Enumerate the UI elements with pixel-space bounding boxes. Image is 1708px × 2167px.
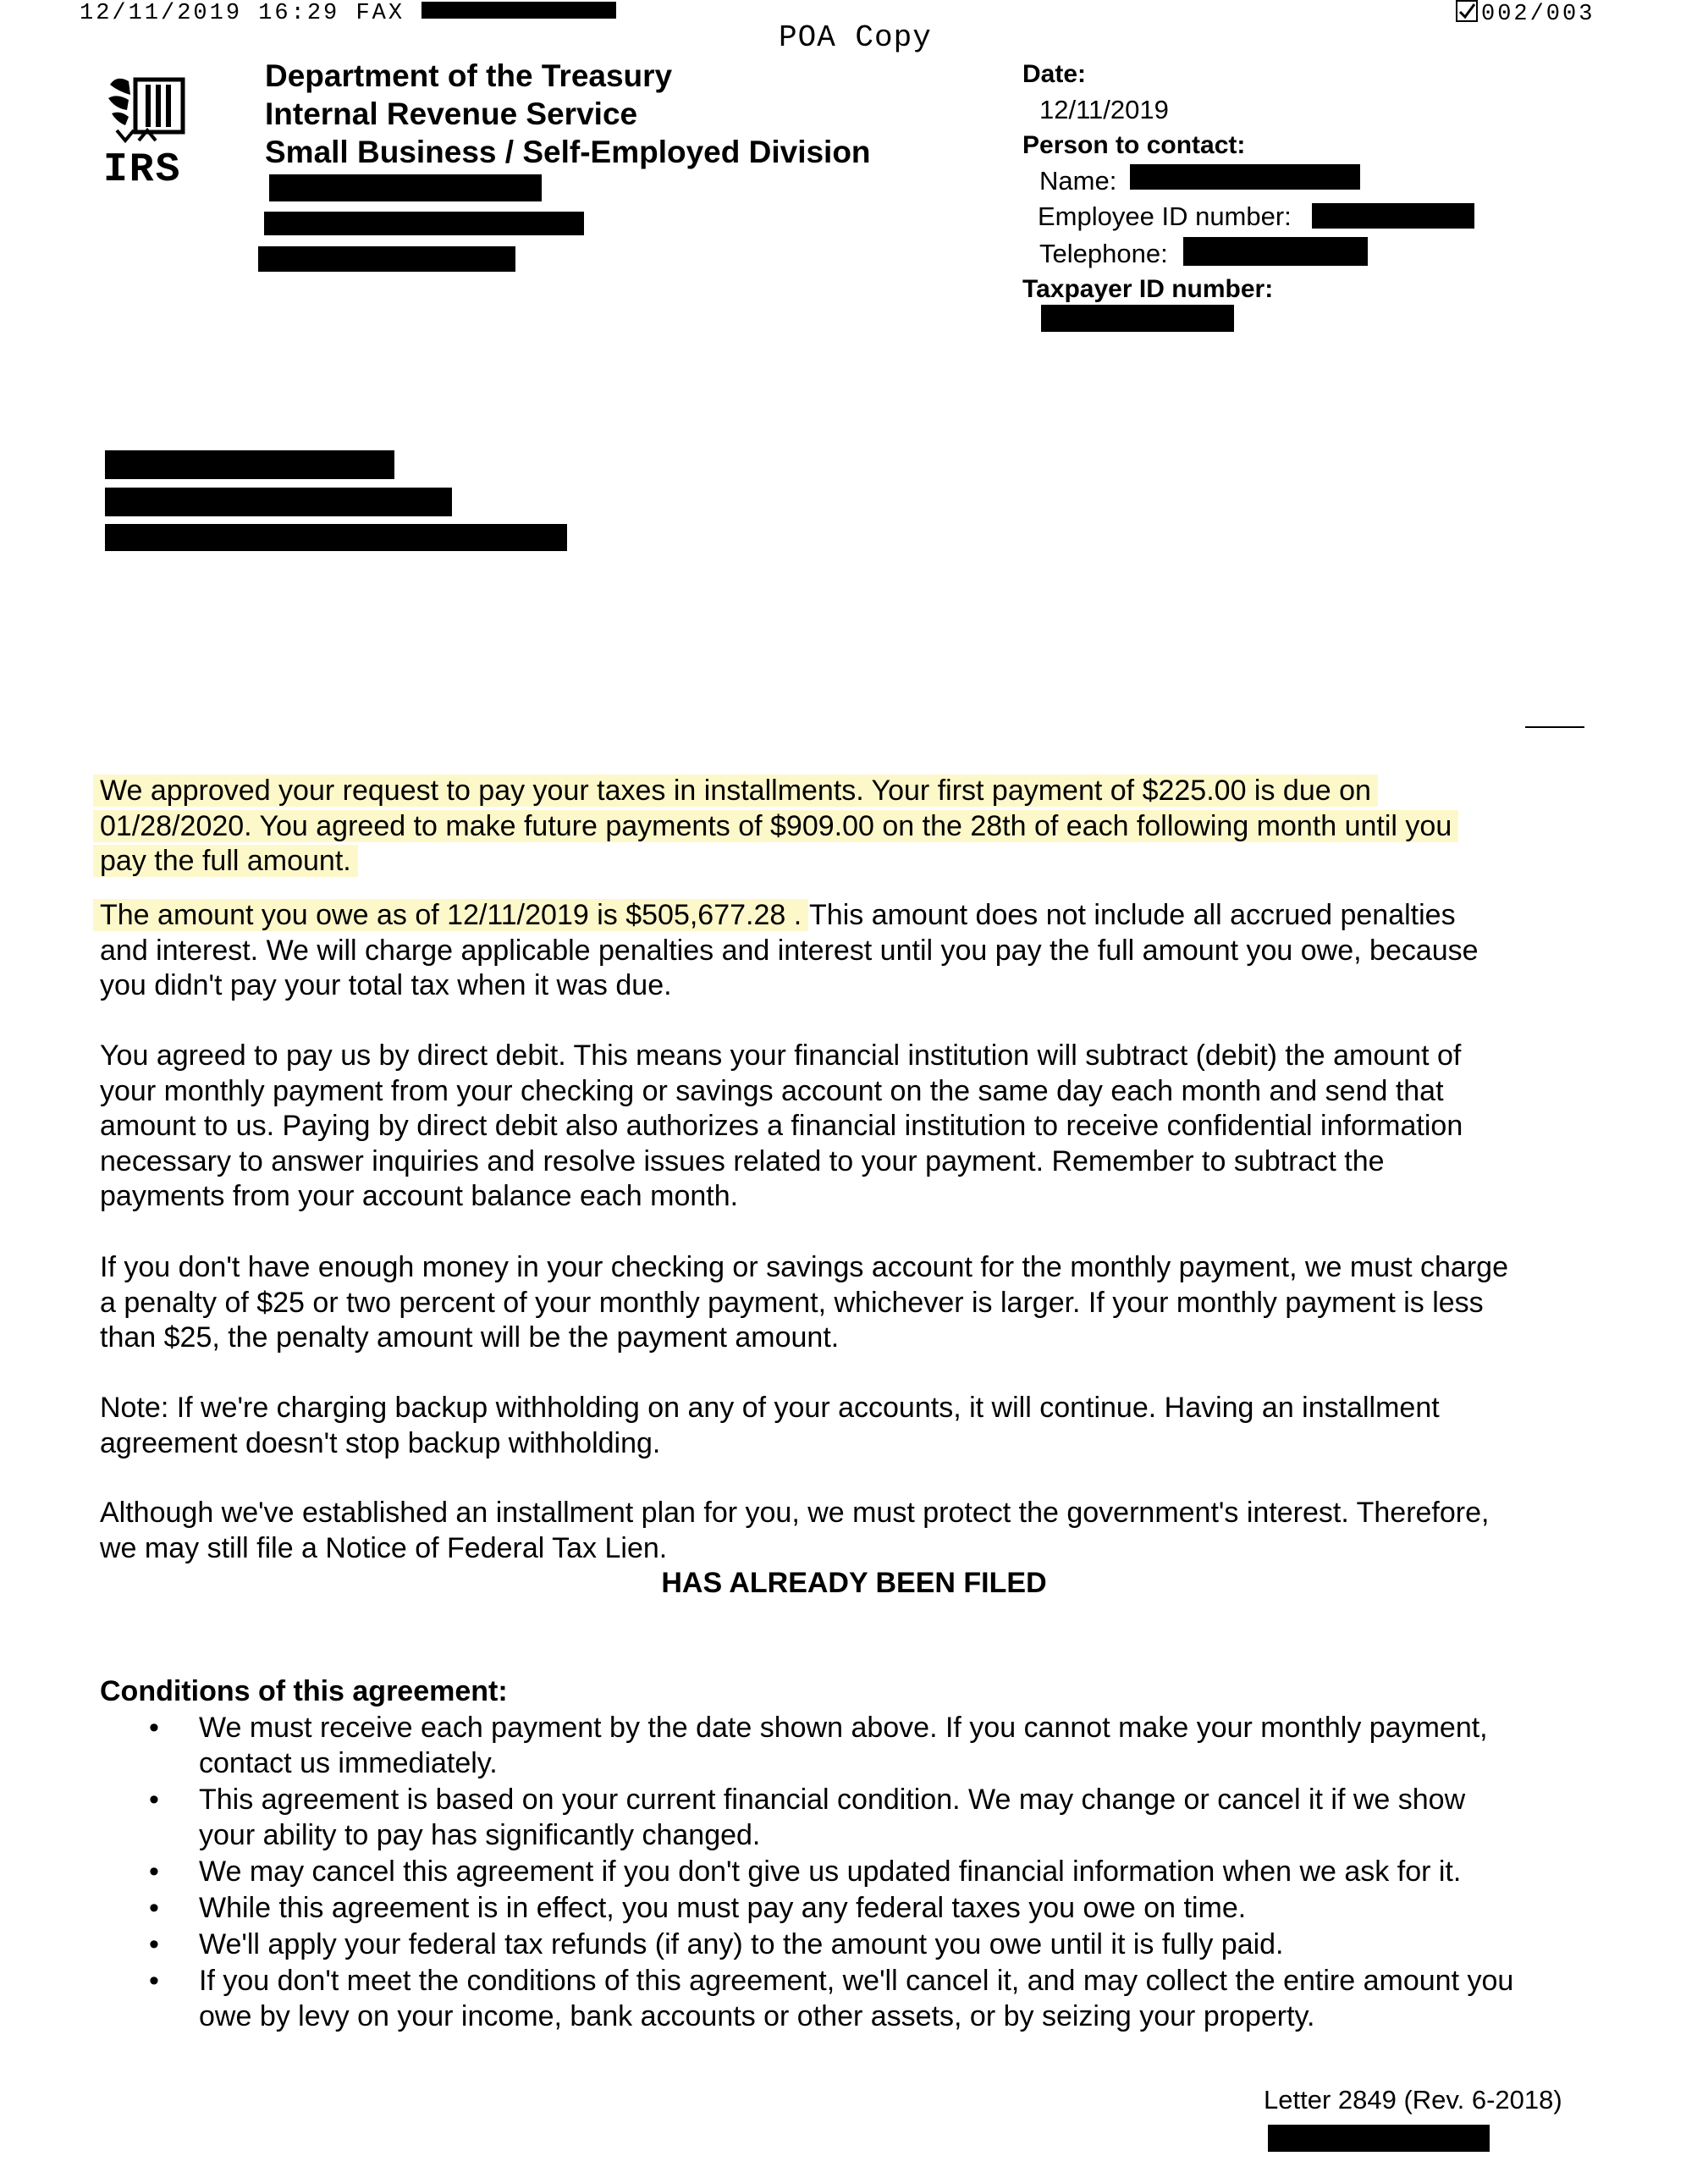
amount-owed-line-2: and interest. We will charge applicable penalties and interest until you pay the full amount you owe, because — [100, 934, 1479, 967]
telephone-label: Telephone: — [1039, 239, 1168, 268]
bullet-icon: • — [149, 1712, 159, 1744]
condition-1-line-1: We must receive each payment by the date shown above. If you cannot make your monthly payment, — [199, 1712, 1488, 1744]
condition-item — [100, 1890, 1623, 1926]
letter-form-number: Letter 2849 (Rev. 6-2018) — [1264, 2085, 1562, 2115]
condition-item — [100, 1710, 1623, 1781]
amount-owed-highlight: The amount you owe as of 12/11/2019 is $505,677.28 . — [100, 899, 802, 931]
approval-line-2: 01/28/2020. You agreed to make future payments of $909.00 on the 28th of each following month until you — [100, 809, 1452, 842]
bullet-icon: • — [149, 1855, 159, 1888]
lien-line-2: we may still file a Notice of Federal Tax Lien. — [100, 1531, 668, 1564]
divider-mark — [1525, 726, 1584, 728]
penalty-line-2: a penalty of $25 or two percent of your monthly payment, whichever is larger. If your monthly payment is less — [100, 1286, 1484, 1319]
lien-filed-note: HAS ALREADY BEEN FILED — [661, 1567, 1047, 1599]
condition-item — [100, 1782, 1623, 1853]
direct-debit-line-5: payments from your account balance each month. — [100, 1180, 739, 1212]
direct-debit-line-2: your monthly payment from your checking or savings account on the same day each month and send that — [100, 1074, 1444, 1107]
lien-line-1: Although we've established an installment plan for you, we must protect the government's interest. Therefore, — [100, 1497, 1490, 1529]
condition-4-line-1: While this agreement is in effect, you must pay any federal taxes you owe on time. — [199, 1892, 1247, 1924]
note-line-2: agreement doesn't stop backup withholding. — [100, 1426, 661, 1459]
condition-item — [100, 1963, 1623, 2034]
redacted-office-address-3 — [258, 246, 515, 272]
approval-line-1: We approved your request to pay your taxes in installments. Your first payment of $225.00 is due on — [100, 775, 1371, 807]
redacted-recipient-name — [105, 450, 394, 479]
redacted-contact-name — [1130, 164, 1360, 190]
amount-owed-line-3: you didn't pay your total tax when it was due. — [100, 969, 672, 1001]
redacted-recipient-address-2 — [105, 524, 567, 551]
amount-owed-paragraph — [100, 898, 1623, 1004]
irs-logo-text: IRS — [103, 147, 182, 193]
fax-datetime: 12/11/2019 16:29 FAX — [80, 1, 405, 26]
condition-3-line-1: We may cancel this agreement if you don't give us updated financial information when we ask for it. — [199, 1855, 1462, 1888]
direct-debit-line-4: necessary to answer inquiries and resolve issues related to your payment. Remember to subtract the — [100, 1144, 1385, 1177]
bullet-icon: • — [149, 1928, 159, 1960]
bullet-icon: • — [149, 1784, 159, 1816]
condition-2-line-1: This agreement is based on your current financial condition. We may change or cancel it if we show — [199, 1784, 1466, 1816]
agency-line-2: Internal Revenue Service — [265, 96, 638, 131]
approval-paragraph — [100, 774, 1623, 879]
penalty-line-1: If you don't have enough money in your checking or savings account for the monthly payment, we must charge — [100, 1251, 1508, 1283]
tax-lien-paragraph — [100, 1496, 1623, 1566]
conditions-heading: Conditions of this agreement: — [100, 1675, 508, 1707]
employee-id-label: Employee ID number: — [1038, 201, 1292, 231]
penalty-line-3: than $25, the penalty amount will be the payment amount. — [100, 1321, 840, 1354]
fax-page-indicator — [1456, 0, 1595, 28]
person-to-contact-label: Person to contact: — [1022, 131, 1246, 159]
bullet-icon: • — [149, 1892, 159, 1924]
condition-item — [100, 1854, 1623, 1889]
condition-1-line-2: contact us immediately. — [199, 1747, 498, 1779]
condition-2-line-2: your ability to pay has significantly changed. — [199, 1819, 761, 1851]
irs-eagle-logo-icon — [102, 69, 195, 146]
condition-6-line-1: If you don't meet the conditions of this agreement, we'll cancel it, and may collect the entire amount you — [199, 1965, 1514, 1997]
redacted-employee-id — [1312, 203, 1474, 229]
name-label: Name: — [1039, 166, 1117, 196]
taxpayer-id-label: Taxpayer ID number: — [1022, 275, 1274, 303]
fax-check-icon — [1456, 0, 1478, 22]
condition-5-line-1: We'll apply your federal tax refunds (if any) to the amount you owe until it is fully paid. — [199, 1928, 1284, 1960]
amount-owed-rest: This amount does not include all accrued penalties — [802, 899, 1456, 931]
agency-line-3: Small Business / Self-Employed Division — [265, 135, 871, 169]
direct-debit-line-3: amount to us. Paying by direct debit also authorizes a financial institution to receive confidential information — [100, 1110, 1463, 1142]
redacted-fax-sender — [421, 2, 616, 19]
redacted-telephone — [1183, 237, 1368, 266]
redacted-footer-code — [1268, 2125, 1490, 2152]
conditions-list — [100, 1710, 1623, 2035]
poa-stamp: POA Copy — [779, 20, 932, 55]
redacted-office-address-2 — [264, 212, 584, 235]
condition-6-line-2: owe by levy on your income, bank accounts or other assets, or by seizing your property. — [199, 2000, 1315, 2032]
condition-item — [100, 1927, 1623, 1962]
direct-debit-paragraph — [100, 1039, 1623, 1215]
bullet-icon: • — [149, 1965, 159, 1997]
redacted-taxpayer-id — [1041, 305, 1234, 332]
date-label: Date: — [1022, 60, 1087, 88]
redacted-office-address-1 — [269, 174, 542, 201]
direct-debit-line-1: You agreed to pay us by direct debit. This means your financial institution will subtract (debit) the amount of — [100, 1039, 1462, 1072]
backup-withholding-note — [100, 1391, 1623, 1461]
note-line-1: Note: If we're charging backup withholding on any of your accounts, it will continue. Having an installment — [100, 1392, 1440, 1424]
fax-page-number: 002/003 — [1481, 2, 1595, 27]
approval-line-3: pay the full amount. — [100, 845, 351, 877]
agency-line-1: Department of the Treasury — [265, 58, 673, 93]
date-value: 12/11/2019 — [1039, 95, 1169, 124]
redacted-recipient-address-1 — [105, 488, 452, 516]
penalty-paragraph — [100, 1250, 1623, 1356]
